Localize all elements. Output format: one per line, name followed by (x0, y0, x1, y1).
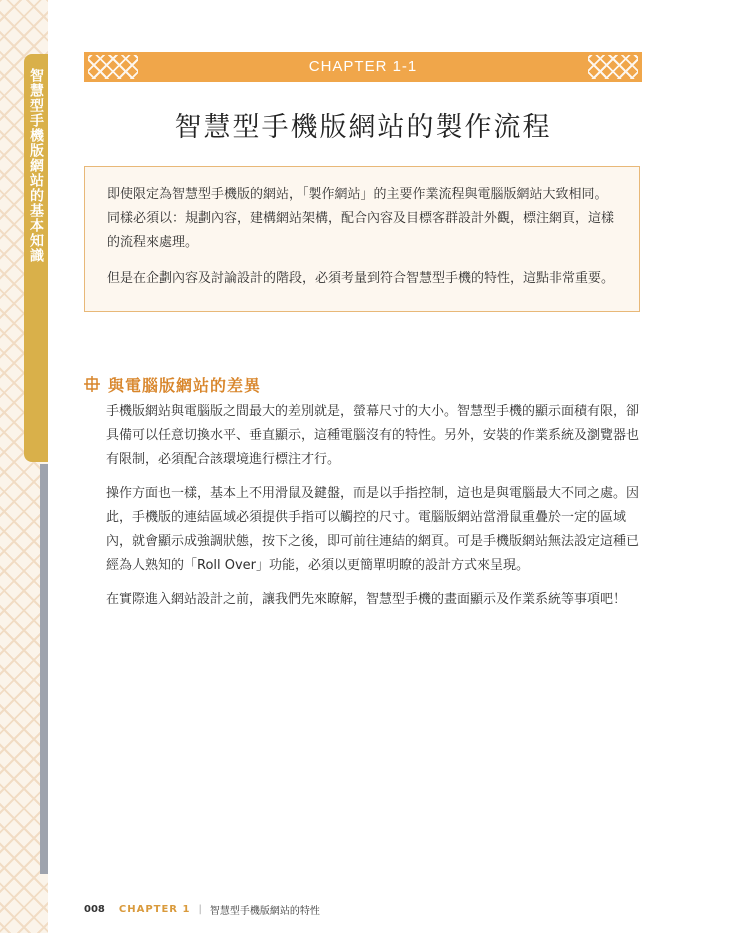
section-heading (84, 372, 261, 396)
page-number: 008 (84, 903, 105, 915)
body-paragraph: 在實際進入網站設計之前，讓我們先來瞭解，智慧型手機的畫面顯示及作業系統等事項吧！ (106, 592, 627, 607)
body-paragraph: 操作方面也一樣，基本上不用滑鼠及鍵盤，而是以手指控制，這也是與電腦最大不同之處。因此，手機版的連結區域必須提供手指可以觸控的尺寸。電腦版網站當滑鼠重疊於一定的區域內，就會顯示成強調狀態，按下之後，即可前往連結的網頁。可是手機版網站無法設定這種已經為人熟知的「Roll Over」功能，必須以更簡單明瞭的設計方式來呈現。 (106, 486, 640, 573)
side-tab-label: 智慧型手機版網站的基本知識 (28, 68, 44, 263)
banner-pattern-right (588, 55, 638, 79)
section-body (106, 400, 646, 622)
chapter-side-tab (24, 54, 48, 462)
side-gray-bar (40, 464, 48, 874)
body-paragraph: 手機版網站與電腦版之間最大的差別就是，螢幕尺寸的大小。智慧型手機的顯示面積有限，卻具備可以任意切換水平、垂直顯示，這種電腦沒有的特性。另外，安裝的作業系統及瀏覽器也有限制，必須配合該環境進行標注才行。 (106, 404, 640, 467)
chapter-label: CHAPTER 1-1 (308, 58, 418, 75)
intro-paragraph: 但是在企劃內容及討論設計的階段，必須考量到符合智慧型手機的特性，這點非常重要。 (107, 271, 615, 286)
footer-chapter-title: 智慧型手機版網站的特性 (209, 905, 320, 917)
page-title: 智慧型手機版網站的製作流程 (174, 112, 552, 143)
section-title: 與電腦版網站的差異 (108, 375, 262, 395)
footer-separator: | (198, 903, 202, 915)
footer-chapter: CHAPTER 1 (118, 903, 191, 915)
chapter-banner (84, 52, 642, 82)
crosshair-icon (84, 376, 100, 392)
intro-paragraph: 即使限定為智慧型手機版的網站，「製作網站」的主要作業流程與電腦版網站大致相同。同樣必須以：規劃內容，建構網站架構，配合內容及目標客群設計外觀，標注網頁，這樣的流程來處理。 (107, 187, 615, 250)
page-footer (84, 901, 320, 917)
intro-box (84, 166, 640, 312)
